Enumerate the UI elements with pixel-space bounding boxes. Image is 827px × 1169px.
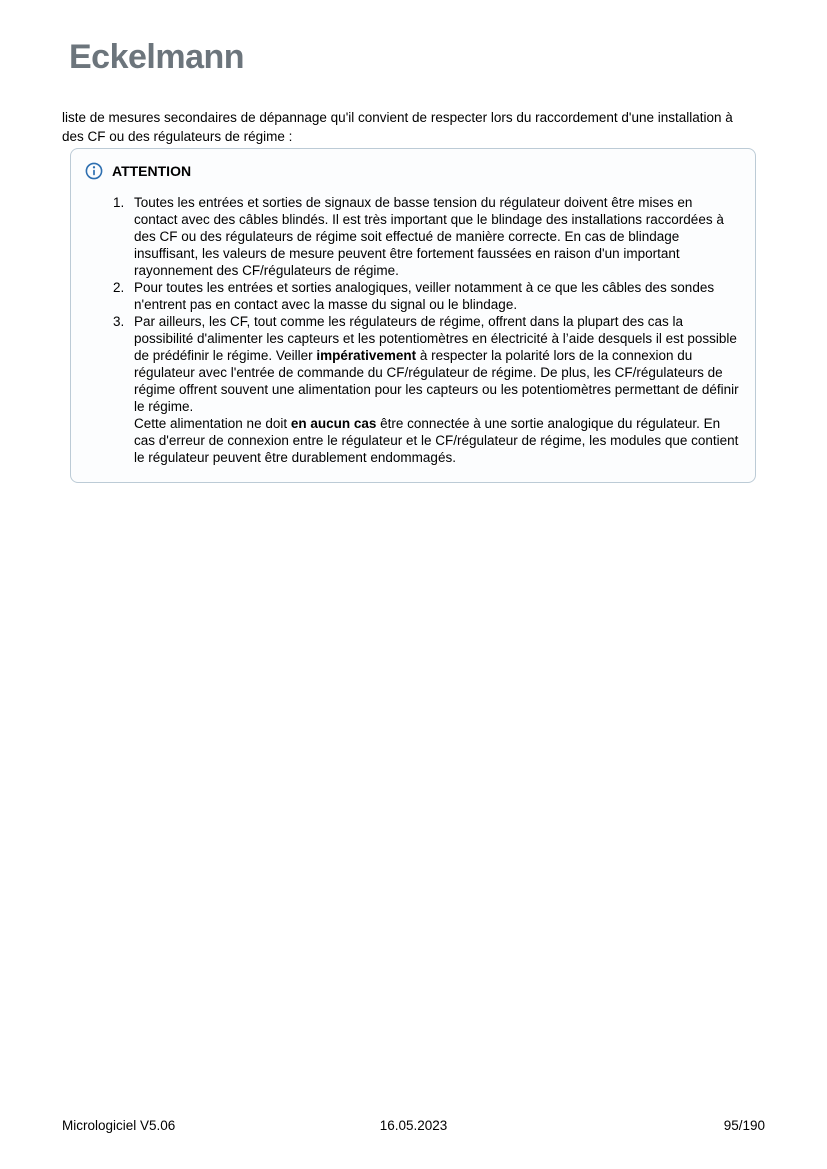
footer-page-number: 95/190 [723, 1118, 765, 1133]
attention-callout [70, 148, 756, 483]
attention-item-3: Par ailleurs, les CF, tout comme les régulateurs de régime, offrent dans la plupart des cas la possibilité d'alimenter les capteurs et les potentiomètres en électricité à l’aide desquels il est possible de prédéfinir le régime. Veiller impérativement à respecter la polarité lors de la connexion du régulateur avec l'entrée de commande du CF/régulateur de régime. De plus, les CF/régulateurs de régime offrent souvent une alimentation pour les capteurs ou les potentiomètres permettant de définir le régime. Cette alimentation ne doit en aucun cas être connectée à une sortie analogique du régulateur. En cas d'erreur de connexion entre le régulateur et le CF/régulateur de régime, les modules que contient le régulateur peuvent être durablement endommagés. [134, 314, 739, 465]
intro-paragraph: liste de mesures secondaires de dépannage qu'il convient de respecter lors du raccordement d'une installation à des CF ou des régulateurs de régime : [62, 110, 733, 144]
eckelmann-logo: Eckelmann [69, 38, 245, 76]
footer-date: 16.05.2023 [379, 1118, 448, 1133]
attention-header [85, 162, 739, 180]
attention-item-1: Toutes les entrées et sorties de signaux de basse tension du régulateur doivent être mises en contact avec des câbles blindés. Il est très important que le blindage des installations raccordées à des CF ou des régulateurs de régime soit effectué de manière correcte. En cas de blindage insuffisant, les valeurs de mesure peuvent être fortement faussées en raison d'un important rayonnement des CF/régulateurs de régime. [134, 195, 724, 278]
info-icon [85, 162, 103, 180]
attention-title: ATTENTION [112, 163, 192, 179]
page-footer [62, 1118, 765, 1133]
footer-version: Micrologiciel V5.06 [62, 1118, 176, 1133]
attention-item-2: Pour toutes les entrées et sorties analogiques, veiller notamment à ce que les câbles des sondes n'entrent pas en contact avec la masse du signal ou le blindage. [134, 280, 715, 312]
attention-list [85, 194, 739, 466]
